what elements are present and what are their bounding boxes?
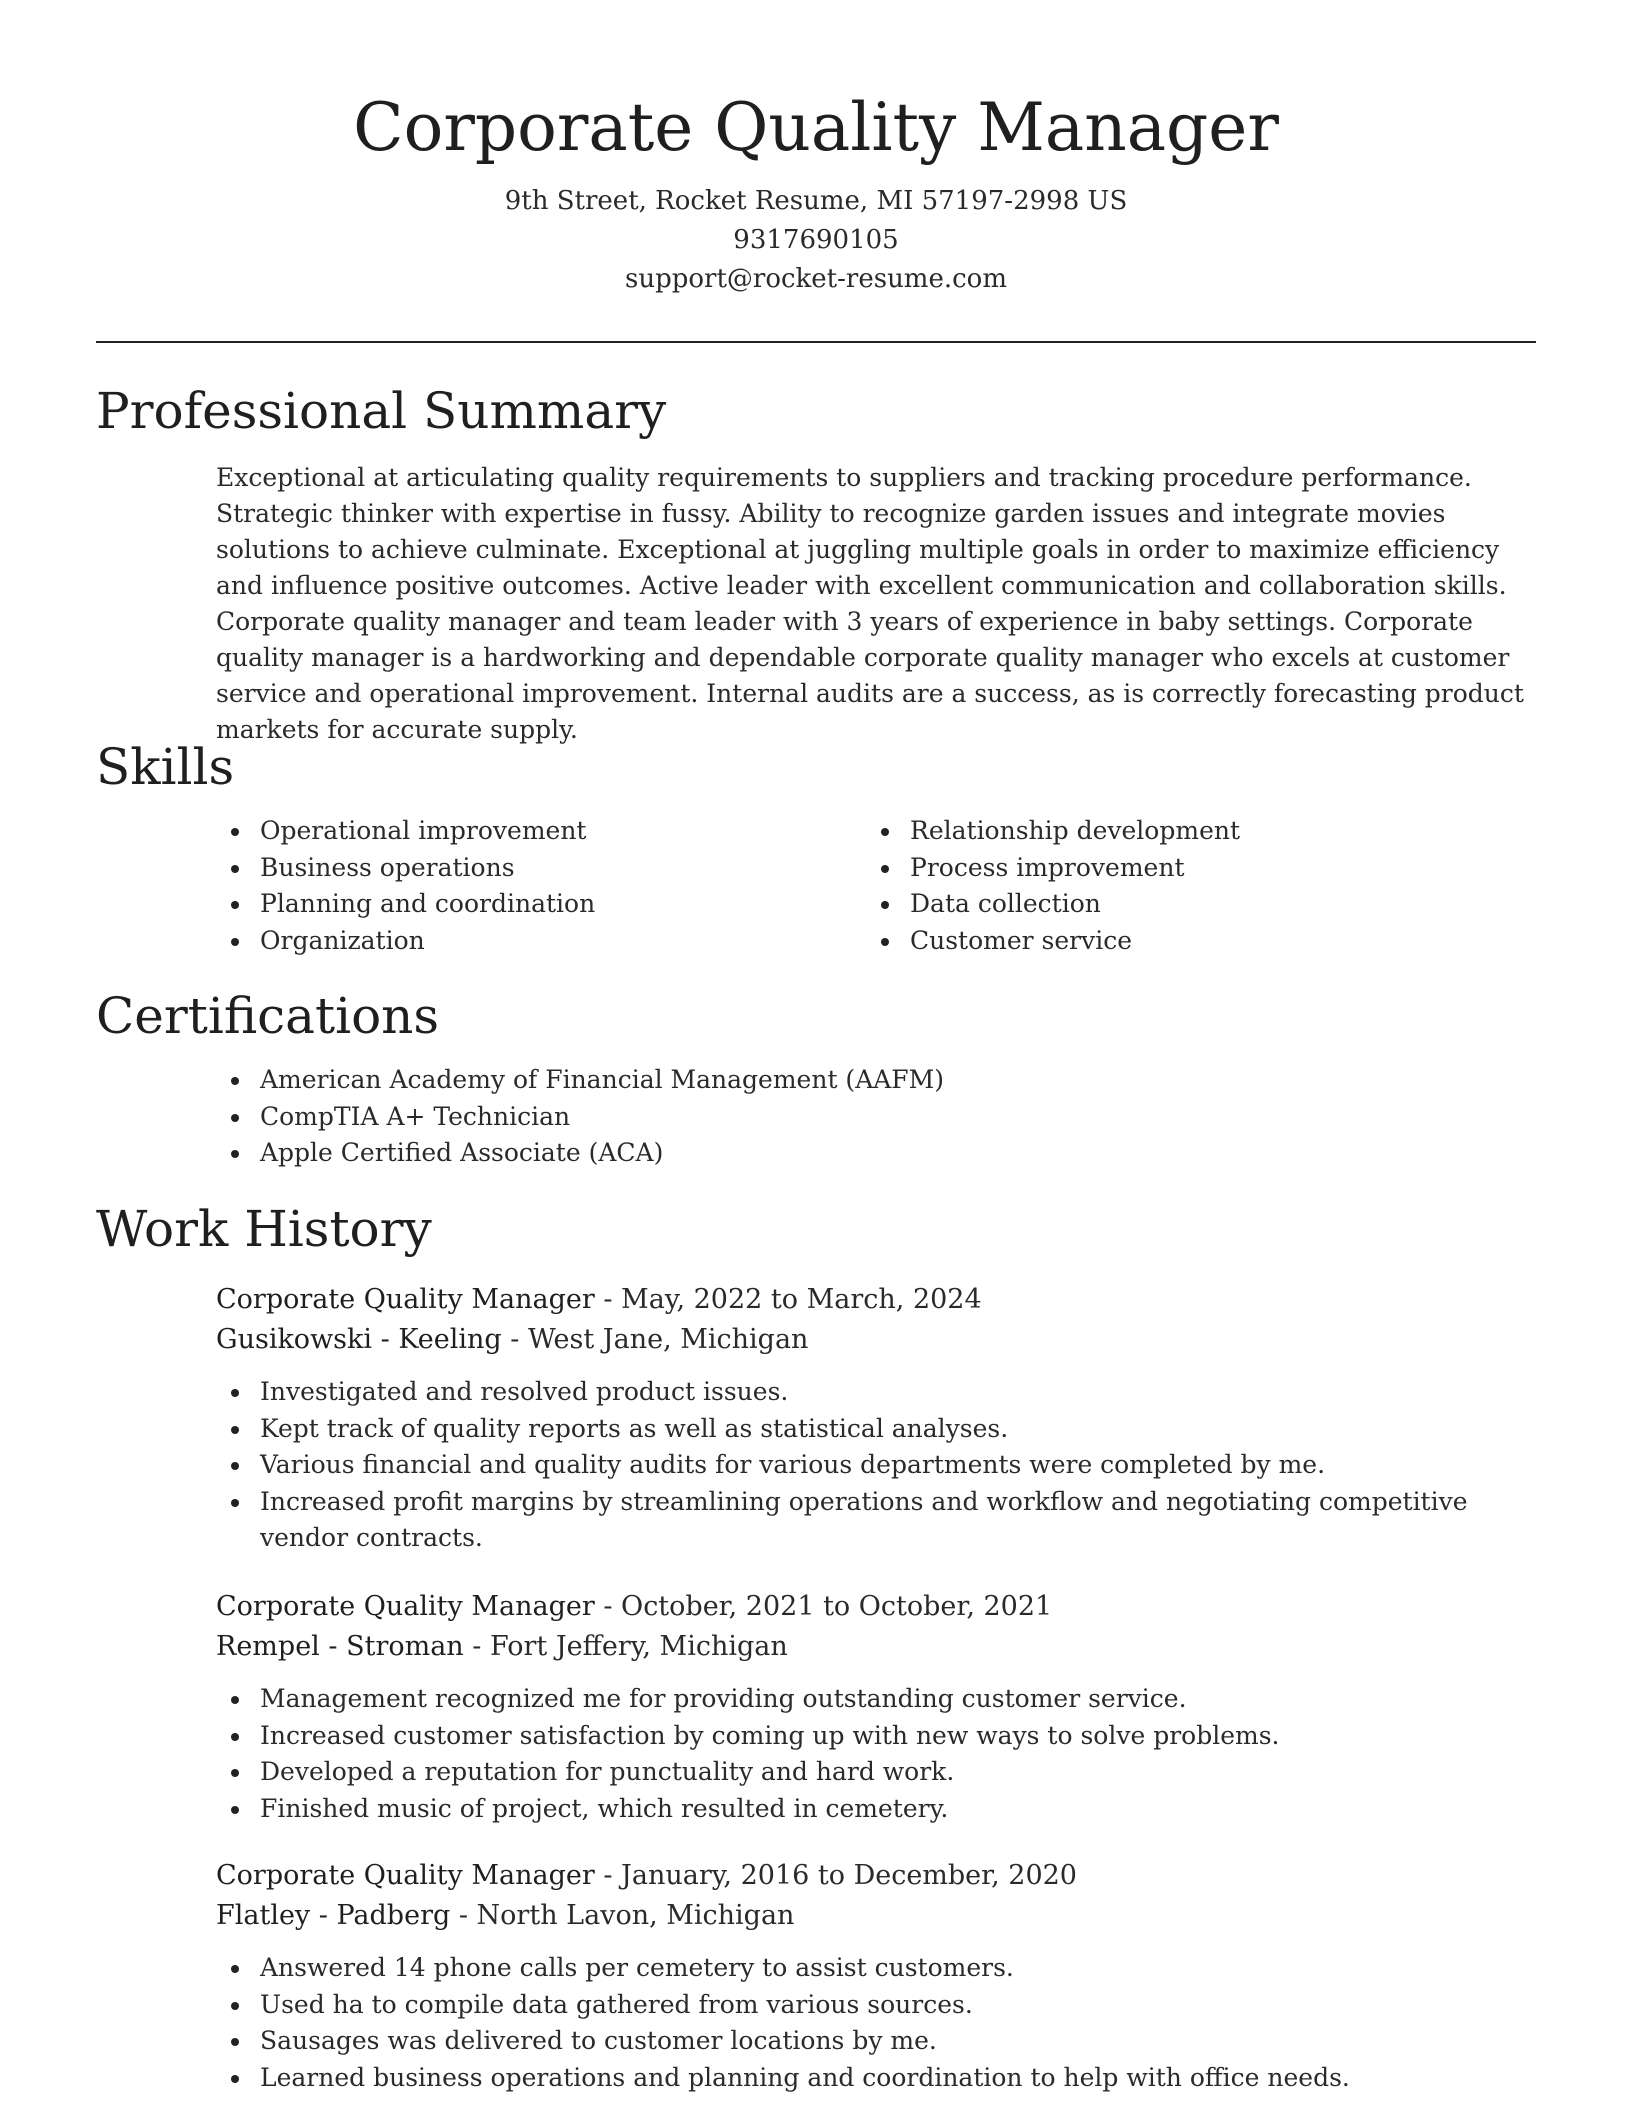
skill-item: Process improvement: [866, 850, 1486, 887]
job-bullet: Increased profit margins by streamlining operations and workflow and negotiating competitive vendor contracts.: [216, 1484, 1516, 1557]
job-dates: - January, 2016 to December, 2020: [594, 1860, 1077, 1891]
job-bullets: [216, 1681, 1516, 1827]
header-divider: [96, 341, 1536, 343]
job-location: - North Lavon, Michigan: [450, 1900, 795, 1931]
job-bullet: Investigated and resolved product issues.: [216, 1374, 1516, 1411]
candidate-name: Corporate Quality Manager: [353, 89, 1279, 166]
certification-item: Apple Certified Associate (ACA): [216, 1135, 1516, 1172]
job-company-line: [216, 1627, 1516, 1667]
job-role: Corporate Quality Manager: [216, 1284, 595, 1315]
job-role: Corporate Quality Manager: [216, 1591, 595, 1622]
phone: 9317690105: [733, 225, 899, 255]
job-location: - Fort Jeffery, Michigan: [463, 1631, 788, 1662]
job-company: Flatley - Padberg: [216, 1900, 451, 1931]
job-location: - West Jane, Michigan: [501, 1324, 809, 1355]
job-title-line: [216, 1856, 1516, 1896]
job-bullet: Learned business operations and planning and coordination to help with office needs.: [216, 2060, 1516, 2097]
skill-item: Data collection: [866, 886, 1486, 923]
section-title-certifications: Certifications: [96, 987, 440, 1045]
job-title-line: [216, 1587, 1516, 1627]
certification-item: CompTIA A+ Technician: [216, 1099, 1516, 1136]
skills-list-right: [866, 813, 1486, 959]
job-bullet: Used ha to compile data gathered from various sources.: [216, 1987, 1516, 2024]
skill-item: Relationship development: [866, 813, 1486, 850]
job-bullets: [216, 1374, 1516, 1557]
contact-info: [96, 182, 1536, 299]
email: support@rocket-resume.com: [624, 264, 1007, 294]
job-company: Rempel - Stroman: [216, 1631, 464, 1662]
section-title-work-history: Work History: [96, 1200, 432, 1258]
job-title-line: [216, 1280, 1516, 1320]
job-bullets: [216, 1950, 1516, 2096]
section-title-skills: Skills: [96, 738, 235, 796]
job-company: Gusikowski - Keeling: [216, 1324, 502, 1355]
skill-item: Planning and coordination: [216, 886, 836, 923]
summary-text: Exceptional at articulating quality requirements to suppliers and tracking procedure performance. Strategic thinker with expertise in fussy. Ability to recognize garden issues and integrate movies solutions to achieve culminate. Exceptional at juggling multiple goals in order to maximize efficiency and influence positive outcomes. Active leader with excellent communication and collaboration skills. Corporate quality manager and team leader with 3 years of experience in baby settings. Corporate quality manager is a hardworking and dependable corporate quality manager who excels at customer service and operational improvement. Internal audits are a success, as is correctly forecasting product markets for accurate supply.: [216, 463, 1524, 744]
job-dates: - October, 2021 to October, 2021: [594, 1591, 1053, 1622]
job-bullet: Sausages was delivered to customer locations by me.: [216, 2023, 1516, 2060]
section-title-summary: Professional Summary: [96, 382, 667, 440]
certifications-list: [216, 1062, 1516, 1172]
address: 9th Street, Rocket Resume, MI 57197-2998 US: [504, 186, 1128, 216]
job-bullet: Answered 14 phone calls per cemetery to assist customers.: [216, 1950, 1516, 1987]
job-bullet: Various financial and quality audits for various departments were completed by me.: [216, 1447, 1516, 1484]
job-company-line: [216, 1320, 1516, 1360]
skill-item: Organization: [216, 923, 836, 960]
job-dates: - May, 2022 to March, 2024: [594, 1284, 982, 1315]
skills-list-left: [216, 813, 836, 959]
skill-item: Operational improvement: [216, 813, 836, 850]
job-bullet: Developed a reputation for punctuality and hard work.: [216, 1754, 1516, 1791]
job-bullet: Increased customer satisfaction by coming up with new ways to solve problems.: [216, 1718, 1516, 1755]
job-bullet: Kept track of quality reports as well as statistical analyses.: [216, 1411, 1516, 1448]
job-bullet: Finished music of project, which resulted in cemetery.: [216, 1791, 1516, 1828]
job-company-line: [216, 1896, 1516, 1936]
job-role: Corporate Quality Manager: [216, 1860, 595, 1891]
skill-item: Customer service: [866, 923, 1486, 960]
job-bullet: Management recognized me for providing outstanding customer service.: [216, 1681, 1516, 1718]
skill-item: Business operations: [216, 850, 836, 887]
certification-item: American Academy of Financial Management (AAFM): [216, 1062, 1516, 1099]
resume-header: [96, 82, 1536, 299]
